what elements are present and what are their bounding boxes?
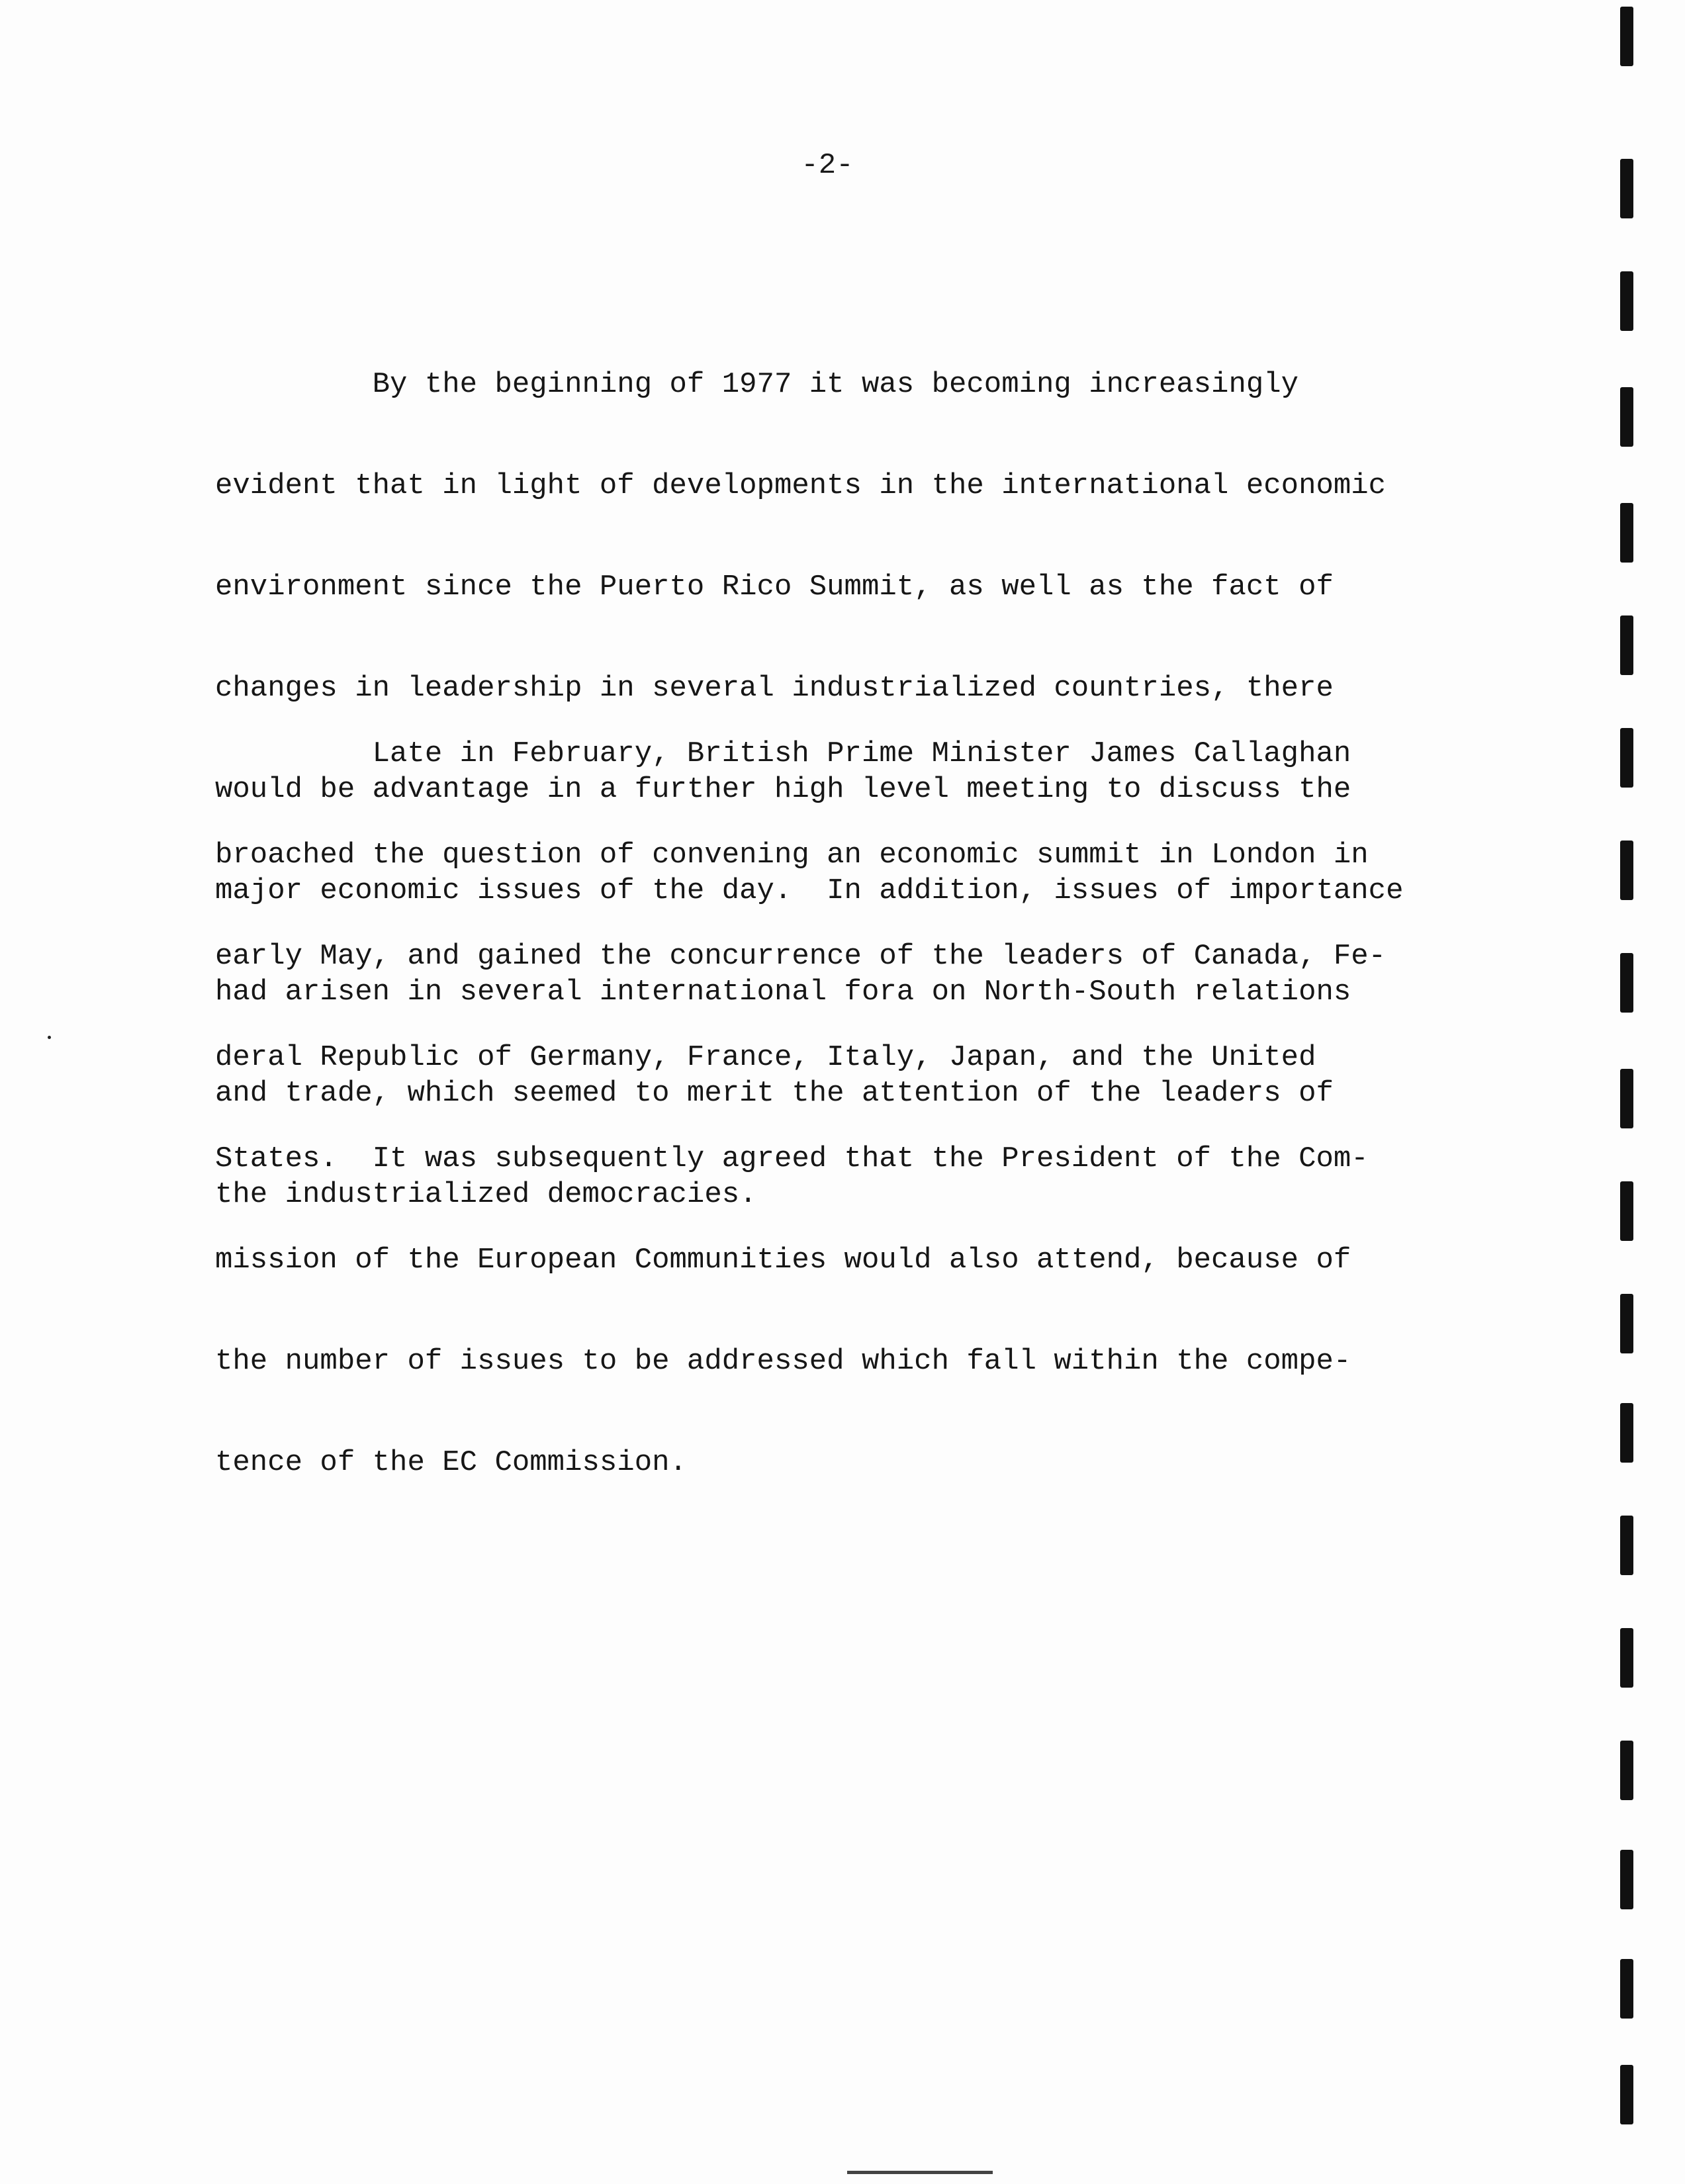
paragraph-line: early May, and gained the concurrence of the leaders of Canada, Fe- [215, 940, 1387, 973]
binder-hole-strip [1579, 0, 1685, 2184]
paragraph-line: had arisen in several international fora on North-South relations [215, 976, 1351, 1009]
paragraph-line: broached the question of convening an economic summit in London in [215, 839, 1369, 872]
paragraph-line: and trade, which seemed to merit the attention of the leaders of [215, 1077, 1334, 1110]
paragraph-line: States. It was subsequently agreed that the President of the Com- [215, 1142, 1369, 1175]
scan-speck [48, 1036, 51, 1039]
paragraph-line: changes in leadership in several industrialized countries, there [215, 672, 1334, 705]
binder-mark [1620, 1294, 1633, 1353]
binder-mark [1620, 271, 1633, 331]
binder-mark [1620, 503, 1633, 563]
binder-mark [1620, 1516, 1633, 1575]
paragraph-line: the number of issues to be addressed which fall within the compe- [215, 1345, 1351, 1378]
binder-mark [1620, 387, 1633, 447]
binder-mark [1620, 1741, 1633, 1800]
page-number: -2- [801, 149, 854, 182]
paragraph-line: major economic issues of the day. In addition, issues of importance [215, 874, 1404, 907]
binder-mark [1620, 1959, 1633, 2019]
binder-mark [1620, 7, 1633, 66]
paragraph-line: environment since the Puerto Rico Summit, as well as the fact of [215, 570, 1334, 604]
binder-mark [1620, 1850, 1633, 1909]
binder-mark [1620, 159, 1633, 218]
paragraph-line: would be advantage in a further high level meeting to discuss the [215, 773, 1351, 806]
paragraph-line: evident that in light of developments in the international economic [215, 469, 1387, 502]
paragraph-line: the industrialized democracies. [215, 1178, 757, 1211]
paragraph-line: mission of the European Communities would also attend, because of [215, 1244, 1351, 1277]
paragraph-line: tence of the EC Commission. [215, 1446, 687, 1479]
paragraph-line: deral Republic of Germany, France, Italy, Japan, and the United [215, 1041, 1316, 1074]
binder-mark [1620, 2065, 1633, 2124]
paragraph-2 [215, 670, 1404, 1547]
binder-mark [1620, 1181, 1633, 1241]
binder-mark [1620, 728, 1633, 788]
binder-mark [1620, 1403, 1633, 1463]
bottom-rule [847, 2171, 993, 2174]
paragraph-line: By the beginning of 1977 it was becoming increasingly [215, 368, 1299, 401]
binder-mark [1620, 1069, 1633, 1128]
binder-mark [1620, 615, 1633, 675]
binder-mark [1620, 1628, 1633, 1688]
paragraph-line: Late in February, British Prime Minister James Callaghan [215, 737, 1351, 770]
binder-mark [1620, 841, 1633, 900]
binder-mark [1620, 953, 1633, 1013]
